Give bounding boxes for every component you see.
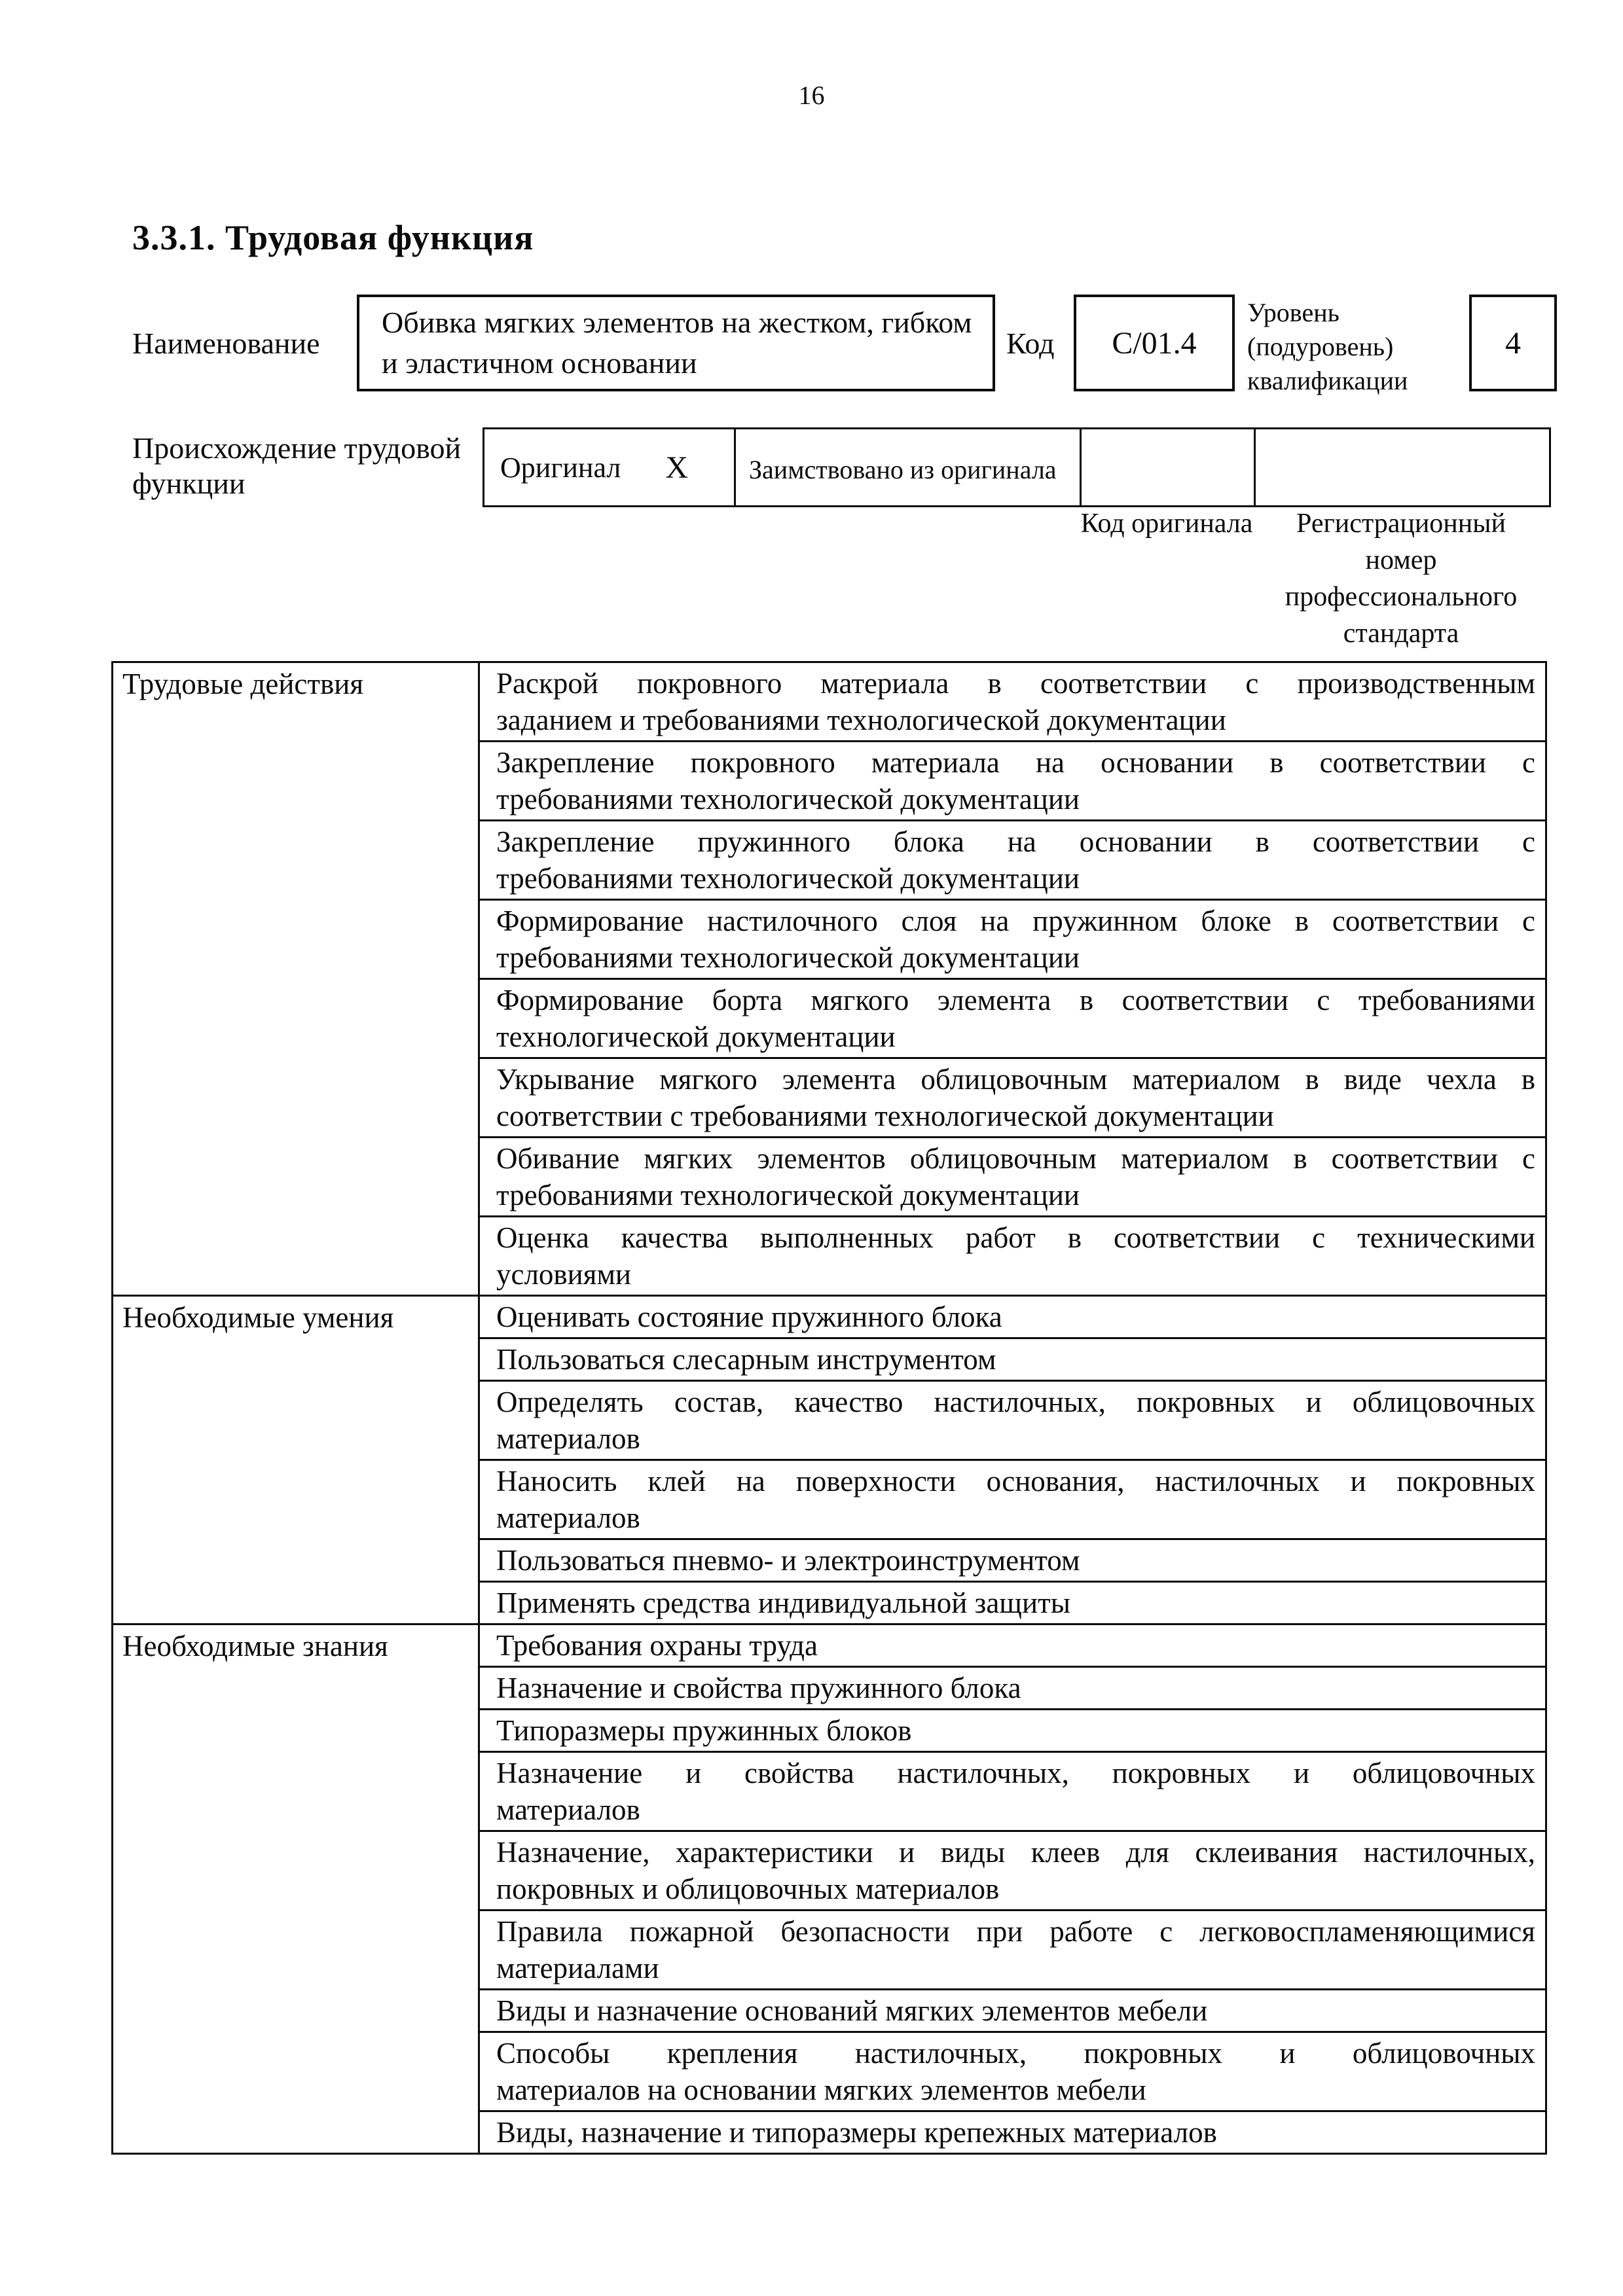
page-number: 16 — [798, 81, 825, 110]
requirement-cell — [479, 1710, 1546, 1752]
requirement-cell — [479, 1752, 1546, 1831]
section-label: Необходимые умения — [113, 1296, 479, 1624]
requirement-line: материалами — [496, 1952, 659, 1984]
requirement-cell — [479, 1539, 1546, 1582]
requirement-cell — [479, 2032, 1546, 2111]
level-value: 4 — [1505, 325, 1521, 361]
requirement-line: Правила пожарной безопасности при работе с легковоспламеняющимися — [496, 1915, 1535, 1948]
requirement-line: Наносить клей на поверхности основания, настилочных и покровных — [496, 1465, 1535, 1498]
requirement-line: Закрепление пружинного блока на основании в соответствии с — [496, 825, 1535, 858]
section-label: Трудовые действия — [113, 662, 479, 1296]
requirement-cell — [479, 1831, 1546, 1910]
requirement-cell — [479, 979, 1546, 1058]
origin-row — [484, 429, 1550, 507]
requirement-cell — [479, 1217, 1546, 1296]
code-label: Код — [1006, 327, 1055, 360]
name-label: Наименование — [132, 327, 320, 360]
section-label: Необходимые знания — [113, 1624, 479, 2154]
requirement-line: технологической документации — [496, 1020, 896, 1053]
origin-label: Происхождение трудовой функции — [132, 431, 462, 500]
requirement-line: Назначение, характеристики и виды клеев для склеивания настилочных, — [496, 1836, 1535, 1869]
requirement-cell — [479, 1667, 1546, 1710]
requirement-line: покровных и облицовочных материалов — [496, 1873, 1000, 1905]
requirement-line: требованиями технологической документации — [496, 783, 1080, 816]
requirement-cell — [479, 900, 1546, 979]
requirement-line: Формирование настилочного слоя на пружинном блоке в соответствии с — [496, 905, 1535, 937]
original-wrap — [500, 450, 734, 486]
requirement-cell — [479, 1624, 1546, 1667]
requirement-line: Пользоваться пневмо- и электроинструментом — [496, 1544, 1080, 1577]
requirement-line: Назначение и свойства настилочных, покровных и облицовочных — [496, 1757, 1535, 1789]
requirement-line: Типоразмеры пружинных блоков — [496, 1714, 912, 1747]
requirement-line: Требования охраны труда — [496, 1629, 818, 1662]
requirement-line: Закрепление покровного материала на основании в соответствии с — [496, 746, 1535, 779]
requirement-row — [113, 1296, 1546, 1338]
requirement-cell — [479, 1381, 1546, 1460]
requirement-line: Пользоваться слесарным инструментом — [496, 1343, 996, 1376]
requirement-cell — [479, 1460, 1546, 1539]
requirement-line: Раскрой покровного материала в соответствии с производственным — [496, 667, 1535, 700]
requirement-cell — [479, 662, 1546, 742]
level-label: Уровень (подуровень) квалификации — [1247, 298, 1408, 395]
requirement-line: требованиями технологической документации — [496, 941, 1080, 974]
function-name-box — [357, 295, 995, 391]
requirement-cell — [479, 1296, 1546, 1338]
requirement-line: заданием и требованиями технологической документации — [496, 704, 1226, 736]
requirement-line: Обивание мягких элементов облицовочным материалом в соответствии с — [496, 1142, 1535, 1175]
origin-table — [483, 427, 1551, 507]
requirement-cell — [479, 1582, 1546, 1624]
requirement-line: Оценка качества выполненных работ в соответствии с техническими — [496, 1221, 1535, 1254]
requirement-line: Виды и назначение оснований мягких элементов мебели — [496, 1994, 1208, 2027]
requirement-cell — [479, 821, 1546, 900]
requirement-line: требованиями технологической документации — [496, 1179, 1080, 1211]
requirement-cell — [479, 1058, 1546, 1138]
original-mark: X — [665, 450, 689, 485]
requirement-line: Формирование борта мягкого элемента в соответствии с требованиями — [496, 984, 1535, 1016]
requirement-row — [113, 1624, 1546, 1667]
requirement-cell — [479, 1990, 1546, 2032]
requirement-line: Назначение и свойства пружинного блока — [496, 1672, 1021, 1704]
code-value-box — [1074, 295, 1235, 391]
code-original-label: Код оригинала — [1080, 509, 1253, 539]
requirement-line: материалов — [496, 1422, 640, 1455]
requirement-line: материалов на основании мягких элементов мебели — [496, 2073, 1146, 2106]
requirement-cell — [479, 1338, 1546, 1381]
function-name-value: Обивка мягких элементов на жестком, гибком и эластичном основании — [382, 306, 972, 380]
requirement-line: Оценивать состояние пружинного блока — [496, 1300, 1002, 1333]
section-title: 3.3.1. Трудовая функция — [132, 218, 534, 257]
original-label: Оригинал — [500, 451, 621, 484]
requirement-line: материалов — [496, 1501, 640, 1534]
requirement-line: материалов — [496, 1793, 640, 1826]
requirement-cell — [479, 742, 1546, 821]
level-value-box — [1469, 295, 1557, 391]
requirement-line: Способы крепления настилочных, покровных и облицовочных — [496, 2037, 1535, 2070]
requirement-line: Укрывание мягкого элемента облицовочным материалом в виде чехла в — [496, 1063, 1535, 1096]
requirement-cell — [479, 2111, 1546, 2154]
borrowed-label: Заимствовано из оригинала — [749, 455, 1057, 484]
registration-cell — [1255, 429, 1550, 507]
requirement-line: Применять средства индивидуальной защиты — [496, 1587, 1070, 1619]
original-cell — [484, 429, 735, 507]
borrowed-cell — [735, 429, 1081, 507]
code-original-cell — [1081, 429, 1255, 507]
requirement-line: требованиями технологической документации — [496, 862, 1080, 895]
requirement-line: соответствии с требованиями технологической документации — [496, 1100, 1274, 1132]
requirement-cell — [479, 1138, 1546, 1217]
requirement-cell — [479, 1910, 1546, 1990]
requirements-table — [111, 661, 1547, 2155]
code-value: С/01.4 — [1112, 325, 1197, 361]
registration-label: Регистрационный номер профессионального стандарта — [1285, 509, 1518, 649]
requirement-line: Определять состав, качество настилочных, покровных и облицовочных — [496, 1386, 1535, 1418]
requirement-row — [113, 662, 1546, 742]
requirement-line: Виды, назначение и типоразмеры крепежных материалов — [496, 2116, 1217, 2149]
requirement-line: условиями — [496, 1258, 632, 1291]
